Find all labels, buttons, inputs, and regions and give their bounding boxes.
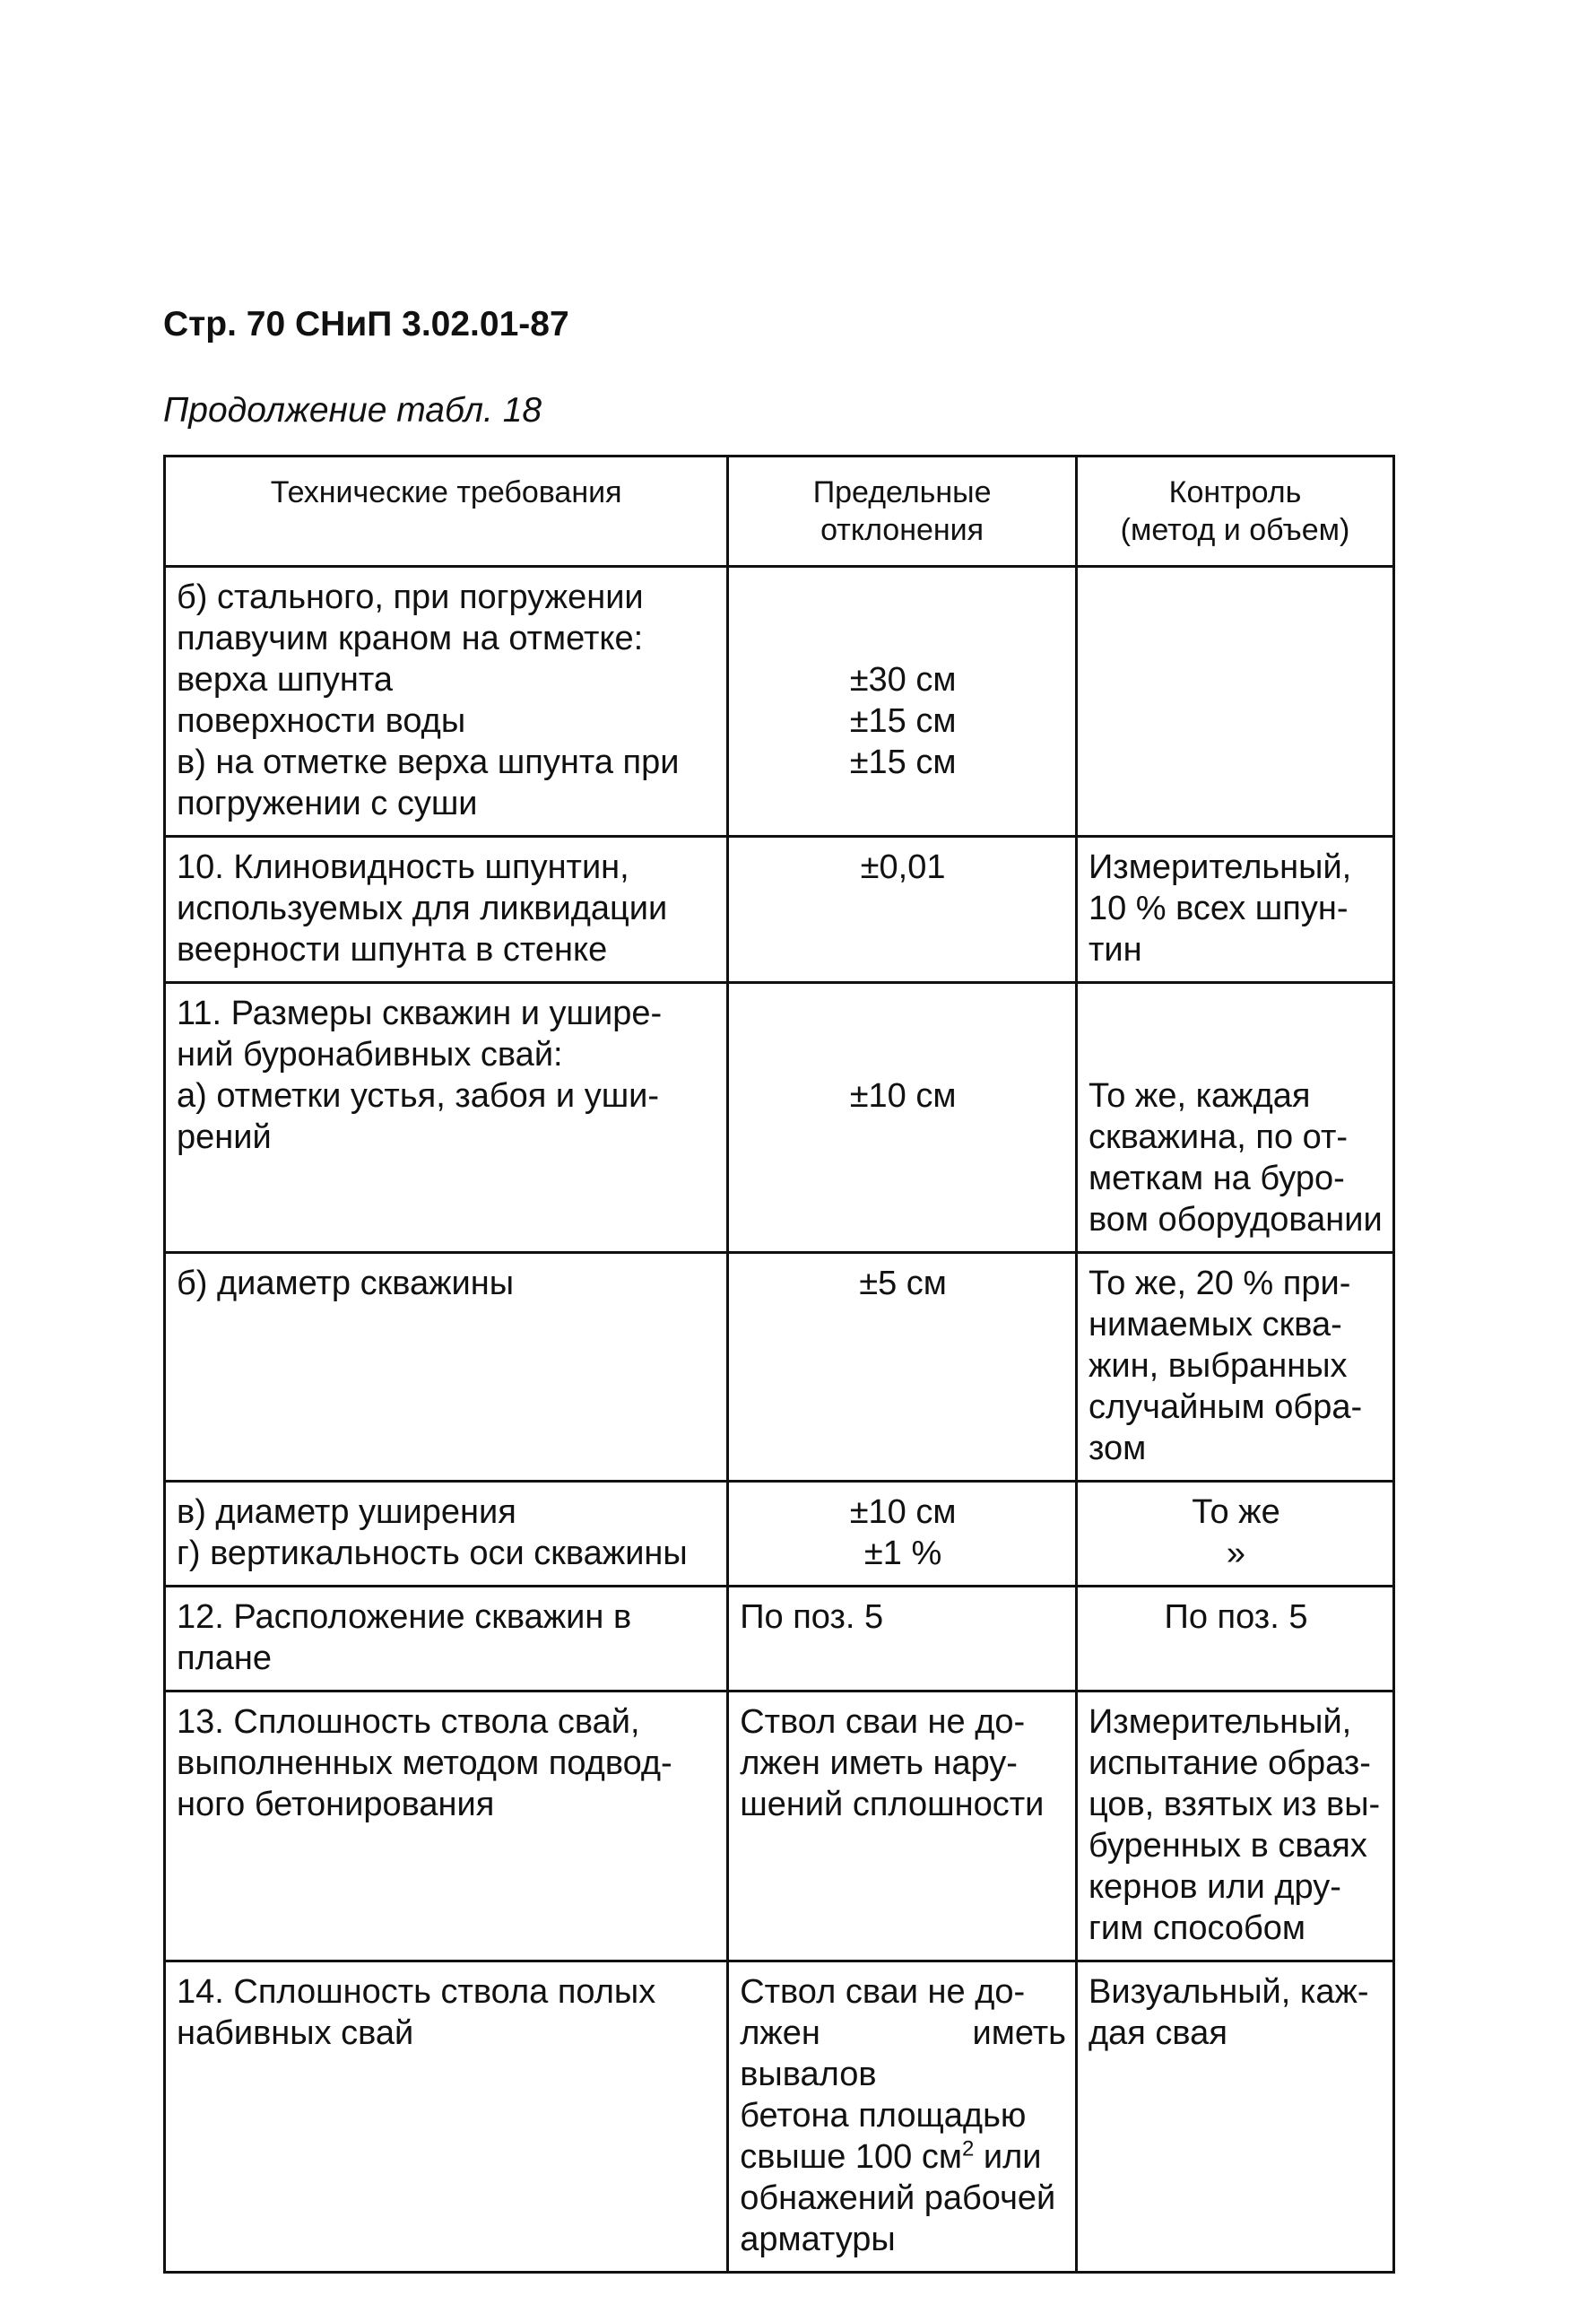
row-req: б) диаметр скважины xyxy=(165,1253,728,1482)
header-control-method: Контроль (метод и объем) xyxy=(1076,457,1393,567)
row-dev: Ствол сваи не до- лжен иметь нару- шений сплошности xyxy=(728,1691,1077,1961)
row-dev: ±10 см ±1 % xyxy=(728,1482,1077,1587)
header-limit-deviations: Предельные отклонения xyxy=(728,457,1077,567)
row-ctrl: Визуальный, каж- дая свая xyxy=(1076,1961,1393,2273)
table-row xyxy=(165,1691,1394,1961)
page-header: Стр. 70 СНиП 3.02.01-87 xyxy=(163,305,569,344)
header-technical-requirements: Технические требования xyxy=(165,457,728,567)
row-ctrl: Измерительный, испытание образ- цов, взятых из вы- буренных в сваях кернов или дру- гим способом xyxy=(1076,1691,1393,1961)
requirements-table xyxy=(163,455,1395,2274)
row-dev: ±5 см xyxy=(728,1253,1077,1482)
row-req: 13. Сплошность ствола свай, выполненных методом подвод- ного бетонирования xyxy=(165,1691,728,1961)
row-req: 14. Сплошность ствола полых набивных свай xyxy=(165,1961,728,2273)
row-req: в) диаметр уширения г) вертикальность оси скважины xyxy=(165,1482,728,1587)
row-ctrl: То же » xyxy=(1076,1482,1393,1587)
row-ctrl: То же, каждая скважина, по от- меткам на буро- вом оборудовании xyxy=(1076,983,1393,1253)
row-dev: ±10 см xyxy=(728,983,1077,1253)
row-dev: ±0,01 xyxy=(728,837,1077,983)
table-row xyxy=(165,1961,1394,2273)
row-dev: ±30 см ±15 см ±15 см xyxy=(728,567,1077,837)
table-header-row xyxy=(165,457,1394,567)
row-ctrl xyxy=(1076,567,1393,837)
row-req: 12. Расположение скважин в плане xyxy=(165,1587,728,1691)
row-dev: По поз. 5 xyxy=(728,1587,1077,1691)
table-row xyxy=(165,1587,1394,1691)
table-row xyxy=(165,1482,1394,1587)
row-ctrl: Измерительный, 10 % всех шпун- тин xyxy=(1076,837,1393,983)
table-row xyxy=(165,837,1394,983)
table-row xyxy=(165,567,1394,837)
table-caption: Продолжение табл. 18 xyxy=(163,391,542,430)
row-ctrl: По поз. 5 xyxy=(1076,1587,1393,1691)
row-req: 10. Клиновидность шпунтин, используемых для ликвидации веерности шпунта в стенке xyxy=(165,837,728,983)
table-row xyxy=(165,1253,1394,1482)
table-row xyxy=(165,983,1394,1253)
row-req: 11. Размеры скважин и ушире- ний буронабивных свай: а) отметки устья, забоя и уши- рений xyxy=(165,983,728,1253)
row-dev: Ствол сваи не до- лжен иметь вывалов бетона площадью свыше 100 $см^2$ или обнажений рабочей арматуры xyxy=(728,1961,1077,2273)
row-req: б) стального, при погружении плавучим краном на отметке: верха шпунта поверхности воды в) на отметке верха шпунта при погружении с суши xyxy=(165,567,728,837)
row-ctrl: То же, 20 % при- нимаемых сква- жин, выбранных случайным обра- зом xyxy=(1076,1253,1393,1482)
